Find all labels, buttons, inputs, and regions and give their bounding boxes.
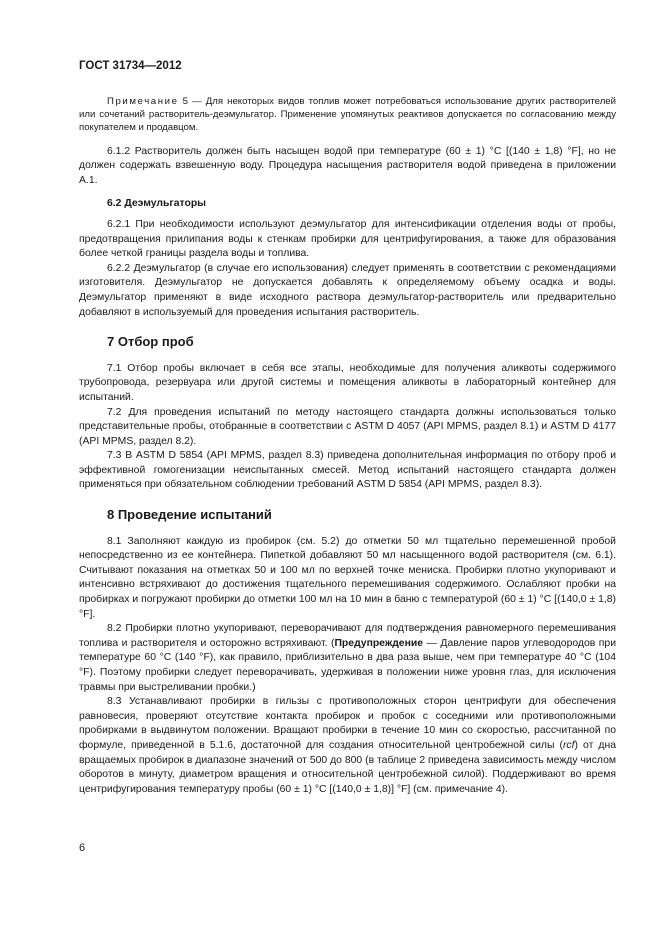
heading-6-2: 6.2 Деэмульгаторы [107, 198, 207, 210]
paragraph-6-1-2: 6.1.2 Растворитель должен быть насыщен водой при температуре (60 ± 1) °С [(140 ± 1,8) °F], но не должен содержать взвешенную воду. Процедура насыщения растворителя водой приведена в приложении А.1. [79, 145, 616, 186]
paragraph-8-2 [79, 622, 616, 695]
document-body [79, 95, 616, 797]
paragraph-6-2-1: 6.2.1 При необходимости используют деэмульгатор для интенсификации отделения воды от пробы, предотвращения прилипания воды к стенкам пробирки для центрифугирования, а также для образования более четкой границы раздела воды и топлива. [79, 218, 616, 260]
p82-text-after: — Давление паров углеводородов при температуре 60 °С (140 °F), как правило, приблизительно в два раза выше, чем при температуре 40 °С (104 °F). Поэтому пробирки следует переворачивать, удерживая в положении ниже уровня глаз, для исключения травмы при выстреливании пробки.) [79, 637, 616, 693]
standard-designation: ГОСТ 31734—2012 [79, 60, 182, 72]
section-7-title: 7 Отбор проб [107, 334, 194, 350]
p82-text-before: 8.2 Пробирки плотно укупоривают, переворачивают для подтверждения равномерного перемешивания топлива и растворителя и осторожно встряхивают. ( [79, 623, 616, 649]
note-label: Примечание [107, 96, 179, 107]
paragraph-8-3 [79, 695, 616, 797]
rcf-term: rcf [562, 739, 575, 751]
note-text: 5 — Для некоторых видов топлив может потребоваться использование других растворителей или сочетаний растворитель-деэмульгатор. Применение упомянутых реактивов допускается по согласованию между покупателем и продавцом. [79, 96, 616, 134]
warning-label: Предупреждение [334, 637, 424, 649]
p83-text-before: 8.3 Устанавливают пробирки в гильзы с противоположных сторон центрифуги для обеспечения равновесия, проверяют отсутствие контакта пробирок и пробок с соседними или противоположными пробирками в выдвинутом положении. Вращают пробирки в течение 10 мин со скоростью, рассчитанной по формуле, приведенной в 5.1.6, достаточной для создания относительной центробежной силы ( [79, 696, 616, 751]
paragraph-8-1: 8.1 Заполняют каждую из пробирок (см. 5.2) до отметки 50 мл тщательно перемешенной пробой непосредственно из ее контейнера. Пипеткой добавляют 50 мл насыщенного водой растворителя (см. 6.1). Считывают показания на отметках 50 и 100 мл по верхней точке мениска. Пробирки плотно укупоривают и интенсивно встряхивают до достижения тщательного перемешивания содержимого. Ослабляют пробки на пробирках и погружают пробирки до отметки 100 мл на 10 мин в баню с температурой (60 ± 1) °С [(140,0 ± 1,8) °F]. [79, 535, 616, 620]
page-number: 6 [79, 842, 86, 854]
paragraph-7-3: 7.3 В ASTM D 5854 (API MPMS, раздел 8.3) приведена дополнительная информация по отбору проб и эффективной гомогенизации неиспытанных смесей. Метод испытаний настоящего стандарта должен применяться при обязательном соблюдении требований ASTM D 5854 (API MPMS, раздел 8.3). [79, 450, 616, 491]
note-5 [79, 95, 616, 135]
paragraph-7-1: 7.1 Отбор пробы включает в себя все этапы, необходимые для получения аликвоты содержимого трубопровода, резервуара или другой системы и помещения аликвоты в лабораторный контейнер для испытаний. [79, 362, 616, 403]
p83-text-after: ) от дна вращаемых пробирок в диапазоне значений от 500 до 800 (в таблице 2 приведена зависимость между числом оборотов в минуту, диаметром вращения и относительной центробежной силой). Поддерживают во время центрифугирования температуру пробы (60 ± 1) °С [(140,0 ± 1,8)] °F] (см. примечание 4). [79, 739, 616, 795]
paragraph-7-2: 7.2 Для проведения испытаний по методу настоящего стандарта должны использоваться только представительные пробы, отобранные в соответствии с ASTM D 4057 (API MPMS, раздел 8.1) и ASTM D 4177 (API MPMS, раздел 8.2). [79, 406, 616, 447]
paragraph-6-2-2: 6.2.2 Деэмульгатор (в случае его использования) следует применять в соответствии с рекомендациями изготовителя. Деэмульгатор не допускается добавлять к определяемому объему осадка и воды. Деэмульгатор применяют в виде исходного раствора деэмульгатор-растворитель или предварительно добавляют в используемый для проведения испытания растворитель. [79, 262, 616, 318]
section-8-title: 8 Проведение испытаний [107, 507, 272, 523]
